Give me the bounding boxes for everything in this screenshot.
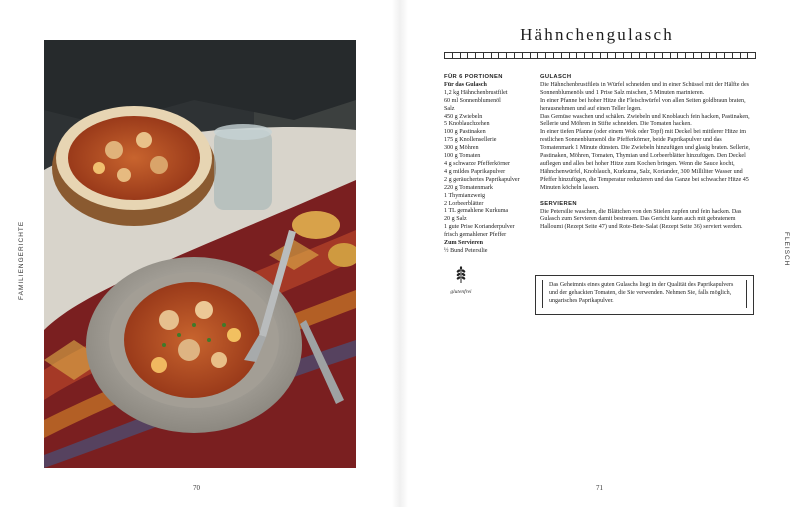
ingredient: 1 Thymianzweig bbox=[444, 192, 486, 199]
ingredient: 100 g Pastinaken bbox=[444, 129, 486, 136]
wheat-icon bbox=[454, 266, 468, 284]
serve-paragraph: Die Petersilie waschen, die Blättchen von den Stielen zupfen und fein hacken. Das Gulasch zum Servieren damit bestreuen. Das Gericht kann auch mit gebratenem Halloumi (Rezept Seite 47) und Rote-Bete-Salat (Rezept Seite 36) serviert werden. bbox=[540, 208, 743, 231]
page-number-left: 70 bbox=[193, 484, 200, 492]
page-gutter bbox=[392, 0, 408, 507]
ingredients-list bbox=[444, 74, 536, 256]
servings-heading: FÜR 6 PORTIONEN bbox=[444, 74, 503, 80]
ingredient: 2 g geräuchertes Paprikapulver bbox=[444, 176, 520, 183]
method-section bbox=[540, 74, 754, 232]
dish-photo bbox=[44, 40, 356, 468]
ingredient: 100 g Tomaten bbox=[444, 153, 481, 160]
section-side-label: FLEISCH bbox=[783, 232, 790, 267]
method-paragraph: Die Hähnchenbrustfilets in Würfel schneiden und in einer Schüssel mit der Hälfte des Sonnenblumenöls und 1 Prise Salz mischen, 5 Minuten marinieren. bbox=[540, 81, 750, 96]
method-paragraph: Das Gemüse waschen und schälen. Zwiebeln und Knoblauch fein hacken, Pastinaken, Sellerie und Möhren in Stifte schneiden. Die Tomaten hacken. bbox=[540, 113, 750, 128]
ingredient: 5 Knoblauchzehen bbox=[444, 121, 490, 128]
ingredient: 300 g Möhren bbox=[444, 145, 479, 152]
ingredient-group-title: Zum Servieren bbox=[444, 240, 483, 247]
tip-text: Das Geheimnis eines guten Gulaschs liegt in der Qualität des Paprikapulvers und der gehackten Tomaten, die Sie verwenden. Nehmen Sie, falls möglich, ungarisches Paprikapulver. bbox=[549, 282, 734, 304]
ingredient: 4 g mildes Paprikapulver bbox=[444, 168, 506, 175]
method-paragraph: In einer tiefen Pfanne (oder einem Wok oder Topf) mit Deckel bei mittlerer Hitze im restlichen Sonnenblumenöl die Pfefferkörner, beide Paprikapulver und das Tomatenmark 1 Minute dünsten. Die Zwiebeln hinzufügen und glasig braten. Sellerie, Pastinaken, Möhren, Tomaten, Thymian und Lorbeerblätter hinzufügen. Den Deckel auflegen und alles bei hoher Hitze zum Kochen bringen. Wenn die Sauce kocht, Hähnchenwürfel, Knoblauch, Kurkuma, Salz, Koriander, 300 Milliliter Wasser und Pfeffer hinzufügen, die Temperatur reduzieren und das Ganze bei schwacher Hitze 45 Minuten köcheln lassen. bbox=[540, 129, 750, 191]
ingredient: 4 g schwarze Pfefferkörner bbox=[444, 160, 511, 167]
tip-box bbox=[535, 275, 754, 315]
page-number-right: 71 bbox=[596, 484, 603, 492]
ingredient: 20 g Salz bbox=[444, 216, 467, 223]
chapter-side-label: FAMILIENGERICHTE bbox=[18, 220, 25, 300]
ingredient: 60 ml Sonnenblumenöl bbox=[444, 97, 501, 104]
ingredient: 2 Lorbeerblätter bbox=[444, 200, 484, 207]
ingredient: 1,2 kg Hähnchenbrustfilet bbox=[444, 89, 508, 96]
ingredient: 450 g Zwiebeln bbox=[444, 113, 483, 120]
title-ruler bbox=[444, 52, 756, 59]
ingredient: frisch gemahlener Pfeffer bbox=[444, 232, 507, 239]
gluten-free-badge bbox=[449, 266, 473, 295]
method-paragraph: In einer Pfanne bei hoher Hitze die Fleischwürfel von allen Seiten goldbraun braten, herausnehmen und auf einen Teller legen. bbox=[540, 97, 746, 112]
ingredient-group-title: Für das Gulasch bbox=[444, 81, 487, 88]
recipe-title: Hähnchengulasch bbox=[520, 25, 674, 44]
badge-label: glutenfrei bbox=[450, 289, 472, 295]
method-heading: GULASCH bbox=[540, 74, 572, 80]
ingredient: Salz bbox=[444, 105, 455, 112]
ingredient: 220 g Tomatenmark bbox=[444, 184, 493, 191]
ingredient: 1 TL gemahlene Kurkuma bbox=[444, 208, 509, 215]
serve-heading: SERVIEREN bbox=[540, 200, 577, 207]
ingredient: ½ Bund Petersilie bbox=[444, 247, 488, 254]
ingredient: 1 gute Prise Korianderpulver bbox=[444, 224, 515, 231]
ingredient: 175 g Knollensellerie bbox=[444, 137, 497, 144]
